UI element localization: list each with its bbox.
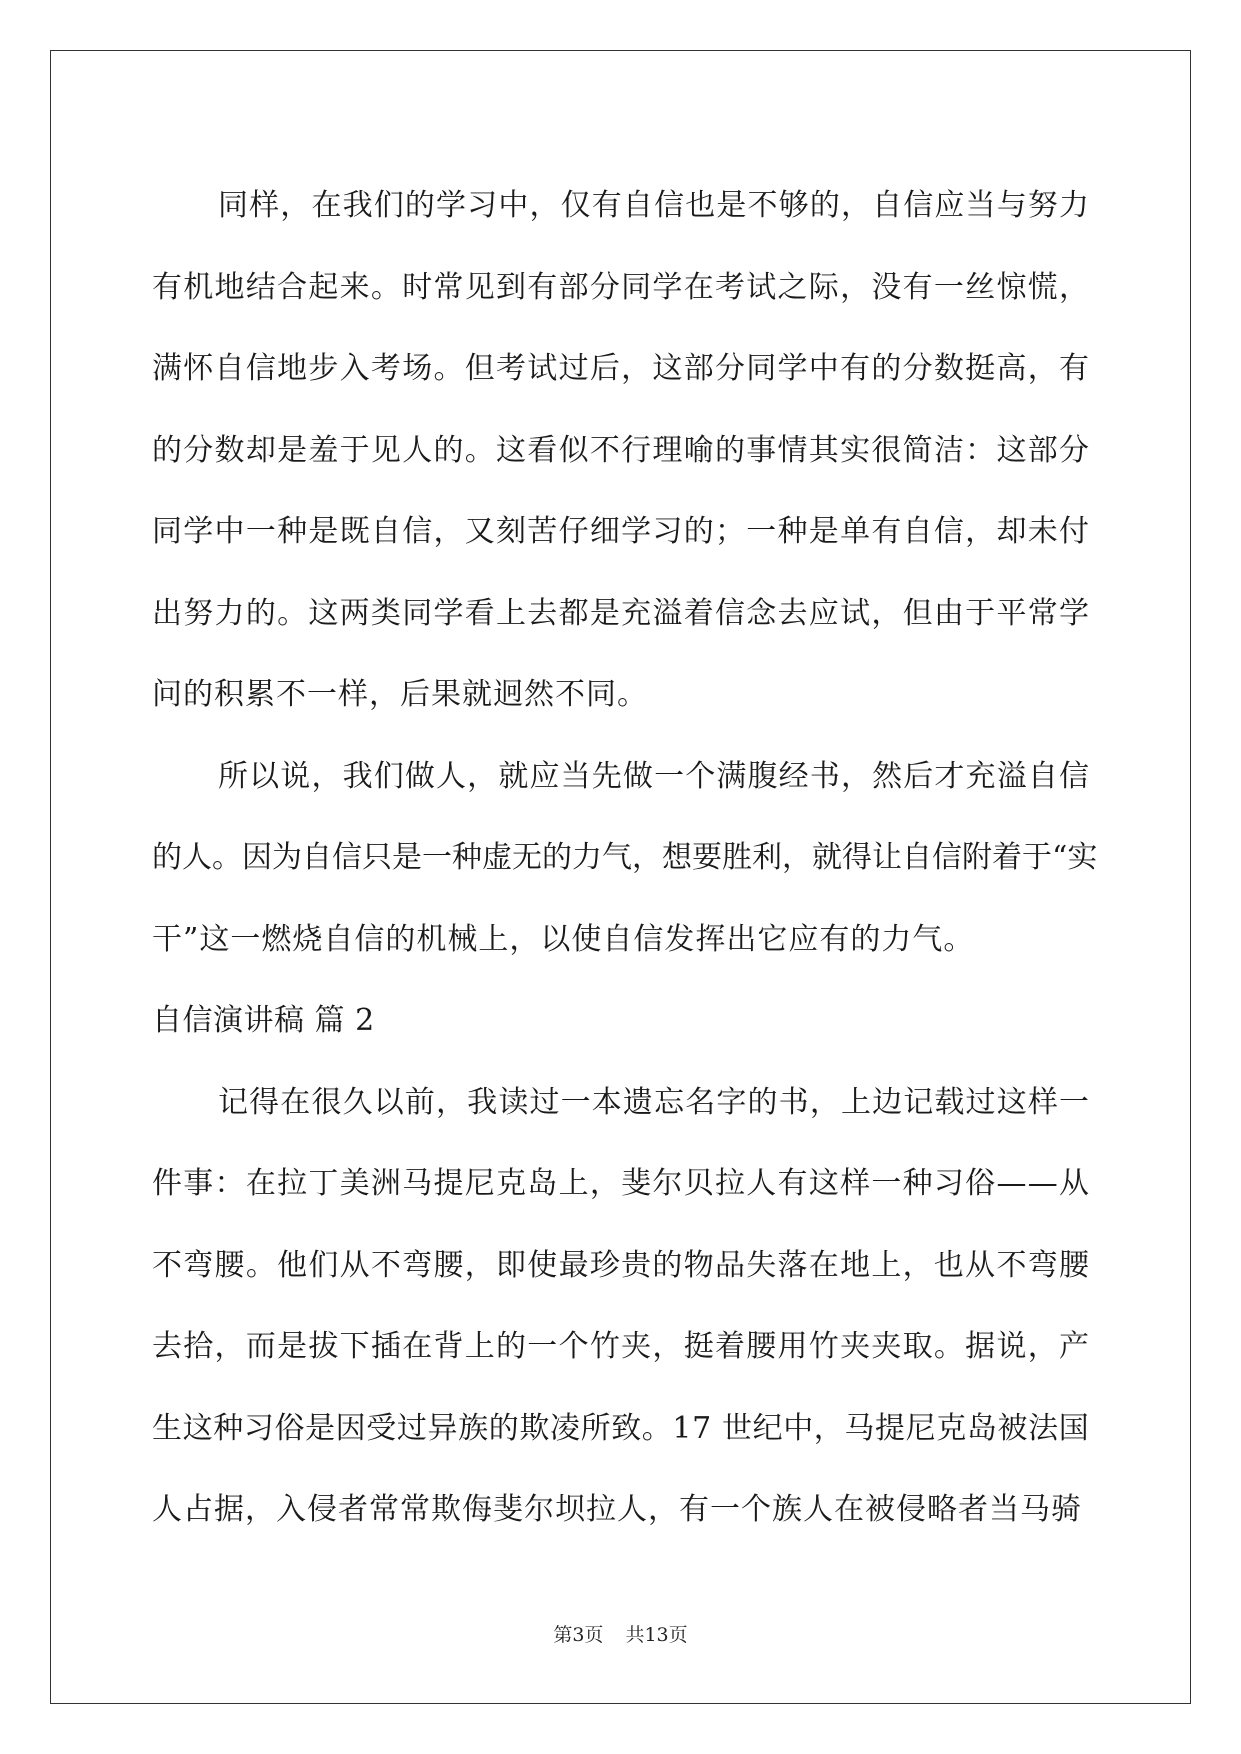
- paragraph-3: [152, 1062, 1089, 1551]
- page-total: 共13页: [625, 1624, 688, 1646]
- text-line: 人占据，入侵者常常欺侮斐尔坝拉人，有一个族人在被侵略者当马骑: [152, 1492, 1082, 1527]
- text-line: 件事：在拉丁美洲马提尼克岛上，斐尔贝拉人有这样一种习俗——从: [152, 1166, 1091, 1201]
- document-body: [152, 165, 1098, 1551]
- section-heading: 自信演讲稿 篇 2: [152, 1003, 375, 1038]
- paragraph-2: [152, 736, 1098, 981]
- text-line: 出努力的。这两类同学看上去都是充溢着信念去应试，但由于平常学: [152, 595, 1091, 631]
- text-line: 同学中一种是既自信，又刻苦仔细学习的；一种是单有自信，却未付: [152, 514, 1091, 549]
- text-line: 问的积累不一样，后果就迥然不同。: [152, 677, 648, 712]
- text-line: 的人。因为自信只是一种虚无的力气，想要胜利，就得让自信附着于“实: [152, 840, 1098, 875]
- text-line: 同样，在我们的学习中，仅有自信也是不够的，自信应当与努力: [218, 188, 1091, 223]
- text-line: 记得在很久以前，我读过一本遗忘名字的书，上边记载过这样一: [218, 1084, 1091, 1120]
- text-line: 有机地结合起来。时常见到有部分同学在考试之际，没有一丝惊慌，: [152, 269, 1091, 305]
- text-line: 满怀自信地步入考场。但考试过后，这部分同学中有的分数挺高，有: [152, 351, 1091, 386]
- text-line: 干”这一燃烧自信的机械上，以使自信发挥出它应有的力气。: [152, 921, 975, 957]
- page-footer: [0, 1620, 1241, 1647]
- paragraph-1: [152, 165, 1089, 736]
- text-line: 不弯腰。他们从不弯腰，即使最珍贵的物品失落在地上，也从不弯腰: [152, 1247, 1091, 1283]
- page-number: 第3页: [553, 1624, 604, 1646]
- text-line: 生这种习俗是因受过异族的欺凌所致。17 世纪中，马提尼克岛被法国: [152, 1410, 1090, 1446]
- text-line: 的分数却是羞于见人的。这看似不行理喻的事情其实很简洁：这部分: [152, 432, 1091, 468]
- text-line: 所以说，我们做人，就应当先做一个满腹经书，然后才充溢自信: [218, 758, 1091, 794]
- text-line: 去拾，而是拔下插在背上的一个竹夹，挺着腰用竹夹夹取。据说，产: [152, 1329, 1091, 1364]
